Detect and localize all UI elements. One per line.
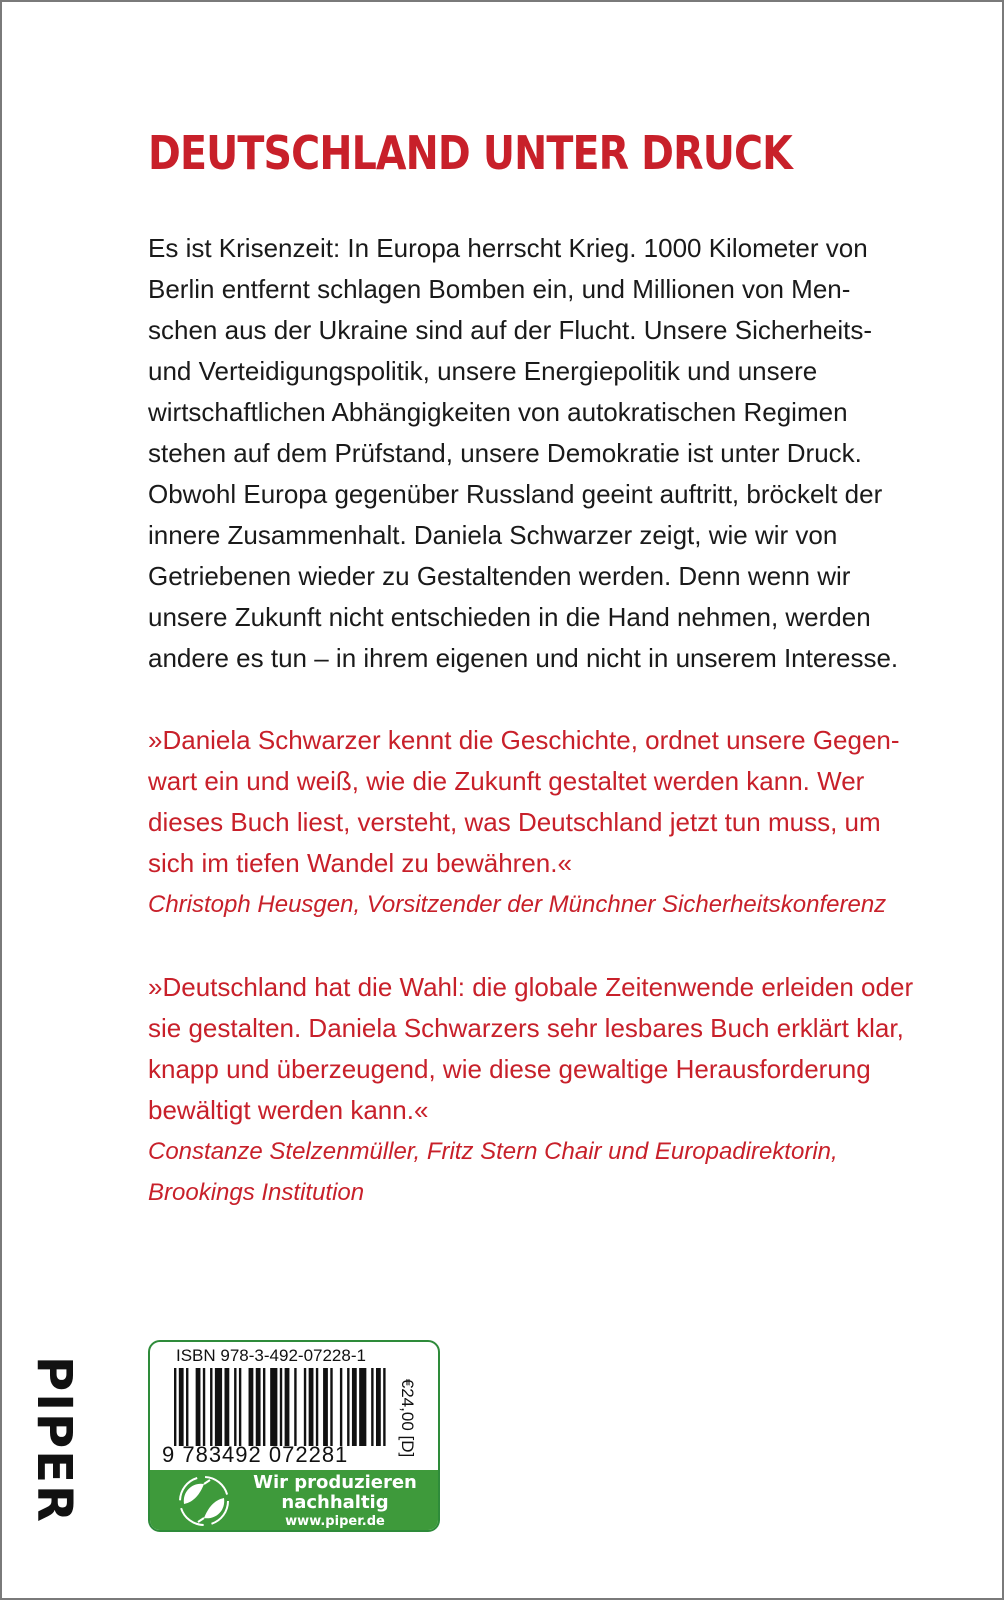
quote-line: sich im tiefen Wandel zu bewähren.« (148, 848, 572, 878)
barcode-bar (215, 1368, 222, 1446)
barcode-bar (210, 1368, 212, 1446)
blurb-text (148, 228, 899, 679)
barcode-bar (371, 1368, 373, 1446)
quote-attribution: Constanze Stelzenmüller, Fritz Stern Chair und Europadirektorin, (148, 1138, 838, 1165)
blurb-line: Berlin entfernt schlagen Bomben ein, und Millionen von Men- (148, 274, 851, 304)
publisher-url: www.piper.de (285, 1514, 385, 1529)
barcode-bar (234, 1368, 236, 1446)
barcode-bar (249, 1368, 254, 1446)
barcode-bar (174, 1368, 176, 1446)
barcode-bar (347, 1368, 349, 1446)
price-label-wrap (392, 1366, 422, 1470)
barcode-box (148, 1340, 440, 1532)
endorsement-quote-stelzenmueller (148, 967, 914, 1213)
barcode-bar (280, 1368, 282, 1446)
blurb-line: wirtschaftlichen Abhängigkeiten von autokratischen Regimen (148, 397, 848, 427)
blurb-line: Getriebenen wieder zu Gestaltenden werden. Denn wenn wir (148, 561, 851, 591)
quote-line: dieses Buch liest, versteht, was Deutschland jetzt tun muss, um (148, 807, 881, 837)
barcode-bar (294, 1368, 296, 1446)
recycle-leaves-icon (174, 1474, 234, 1528)
barcode-bar (383, 1368, 385, 1446)
price-label: €24,00 [D] (398, 1378, 418, 1458)
quote-line: bewältigt werden kann.« (148, 1095, 429, 1125)
barcode-bar (263, 1368, 265, 1446)
blurb-line: und Verteidigungspolitik, unsere Energiepolitik und unsere (148, 356, 818, 386)
quote-line: »Deutschland hat die Wahl: die globale Zeitenwende erleiden oder (148, 972, 914, 1002)
barcode-bar (203, 1368, 205, 1446)
blurb-line: schen aus der Ukraine sind auf der Flucht. Unsere Sicherheits- (148, 315, 873, 345)
barcode-bar (316, 1368, 318, 1446)
quote-line: »Daniela Schwarzer kennt die Geschichte, ordnet unsere Gegen- (148, 725, 900, 755)
barcode-bar (323, 1368, 328, 1446)
barcode-bar (359, 1368, 366, 1446)
blurb-line: Obwohl Europa gegenüber Russland geeint auftritt, bröckelt der (148, 479, 883, 509)
publisher-name: PIPER (26, 1356, 82, 1524)
barcode-bar (196, 1368, 201, 1446)
barcode-bar (224, 1368, 229, 1446)
barcode-bar (340, 1368, 342, 1446)
eco-badge (150, 1470, 438, 1530)
barcode-bar (186, 1368, 188, 1446)
barcode-bar (270, 1368, 277, 1446)
barcode-bar (309, 1368, 314, 1446)
barcode-bar (352, 1368, 357, 1446)
ean-digits: 9 783492 072281 (162, 1442, 349, 1467)
eco-slogan-line2: nachhaltig (281, 1492, 389, 1513)
publisher-logo (28, 1352, 80, 1528)
cover-heading: DEUTSCHLAND UNTER DRUCK (148, 126, 792, 180)
barcode-bar (376, 1368, 381, 1446)
barcode-bar (304, 1368, 306, 1446)
quote-attribution: Brookings Institution (148, 1179, 365, 1206)
eco-text (240, 1473, 430, 1530)
quote-line: wart ein und weiß, wie die Zukunft gestaltet werden kann. Wer (148, 766, 865, 796)
barcode-bar (179, 1368, 184, 1446)
isbn-label: ISBN 978-3-492-07228-1 (176, 1346, 366, 1365)
barcode-bars (174, 1368, 388, 1446)
barcode-bar (256, 1368, 261, 1446)
quote-line: knapp und überzeugend, wie diese gewaltige Herausforderung (148, 1054, 871, 1084)
barcode-bar (330, 1368, 332, 1446)
quote-line: sie gestalten. Daniela Schwarzers sehr lesbares Buch erklärt klar, (148, 1013, 904, 1043)
blurb-line: andere es tun – in ihrem eigenen und nicht in unserem Interesse. (148, 643, 899, 673)
blurb-line: unsere Zukunft nicht entschieden in die Hand nehmen, werden (148, 602, 871, 632)
blurb-line: innere Zusammenhalt. Daniela Schwarzer zeigt, wie wir von (148, 520, 838, 550)
quote-attribution: Christoph Heusgen, Vorsitzender der Münchner Sicherheitskonferenz (148, 891, 887, 918)
endorsement-quote-heusgen (148, 720, 900, 925)
blurb-line: Es ist Krisenzeit: In Europa herrscht Krieg. 1000 Kilometer von (148, 233, 868, 263)
eco-slogan-line1: Wir produzieren (253, 1472, 417, 1493)
barcode-bar (239, 1368, 241, 1446)
blurb-line: stehen auf dem Prüfstand, unsere Demokratie ist unter Druck. (148, 438, 862, 468)
barcode-bar (285, 1368, 290, 1446)
